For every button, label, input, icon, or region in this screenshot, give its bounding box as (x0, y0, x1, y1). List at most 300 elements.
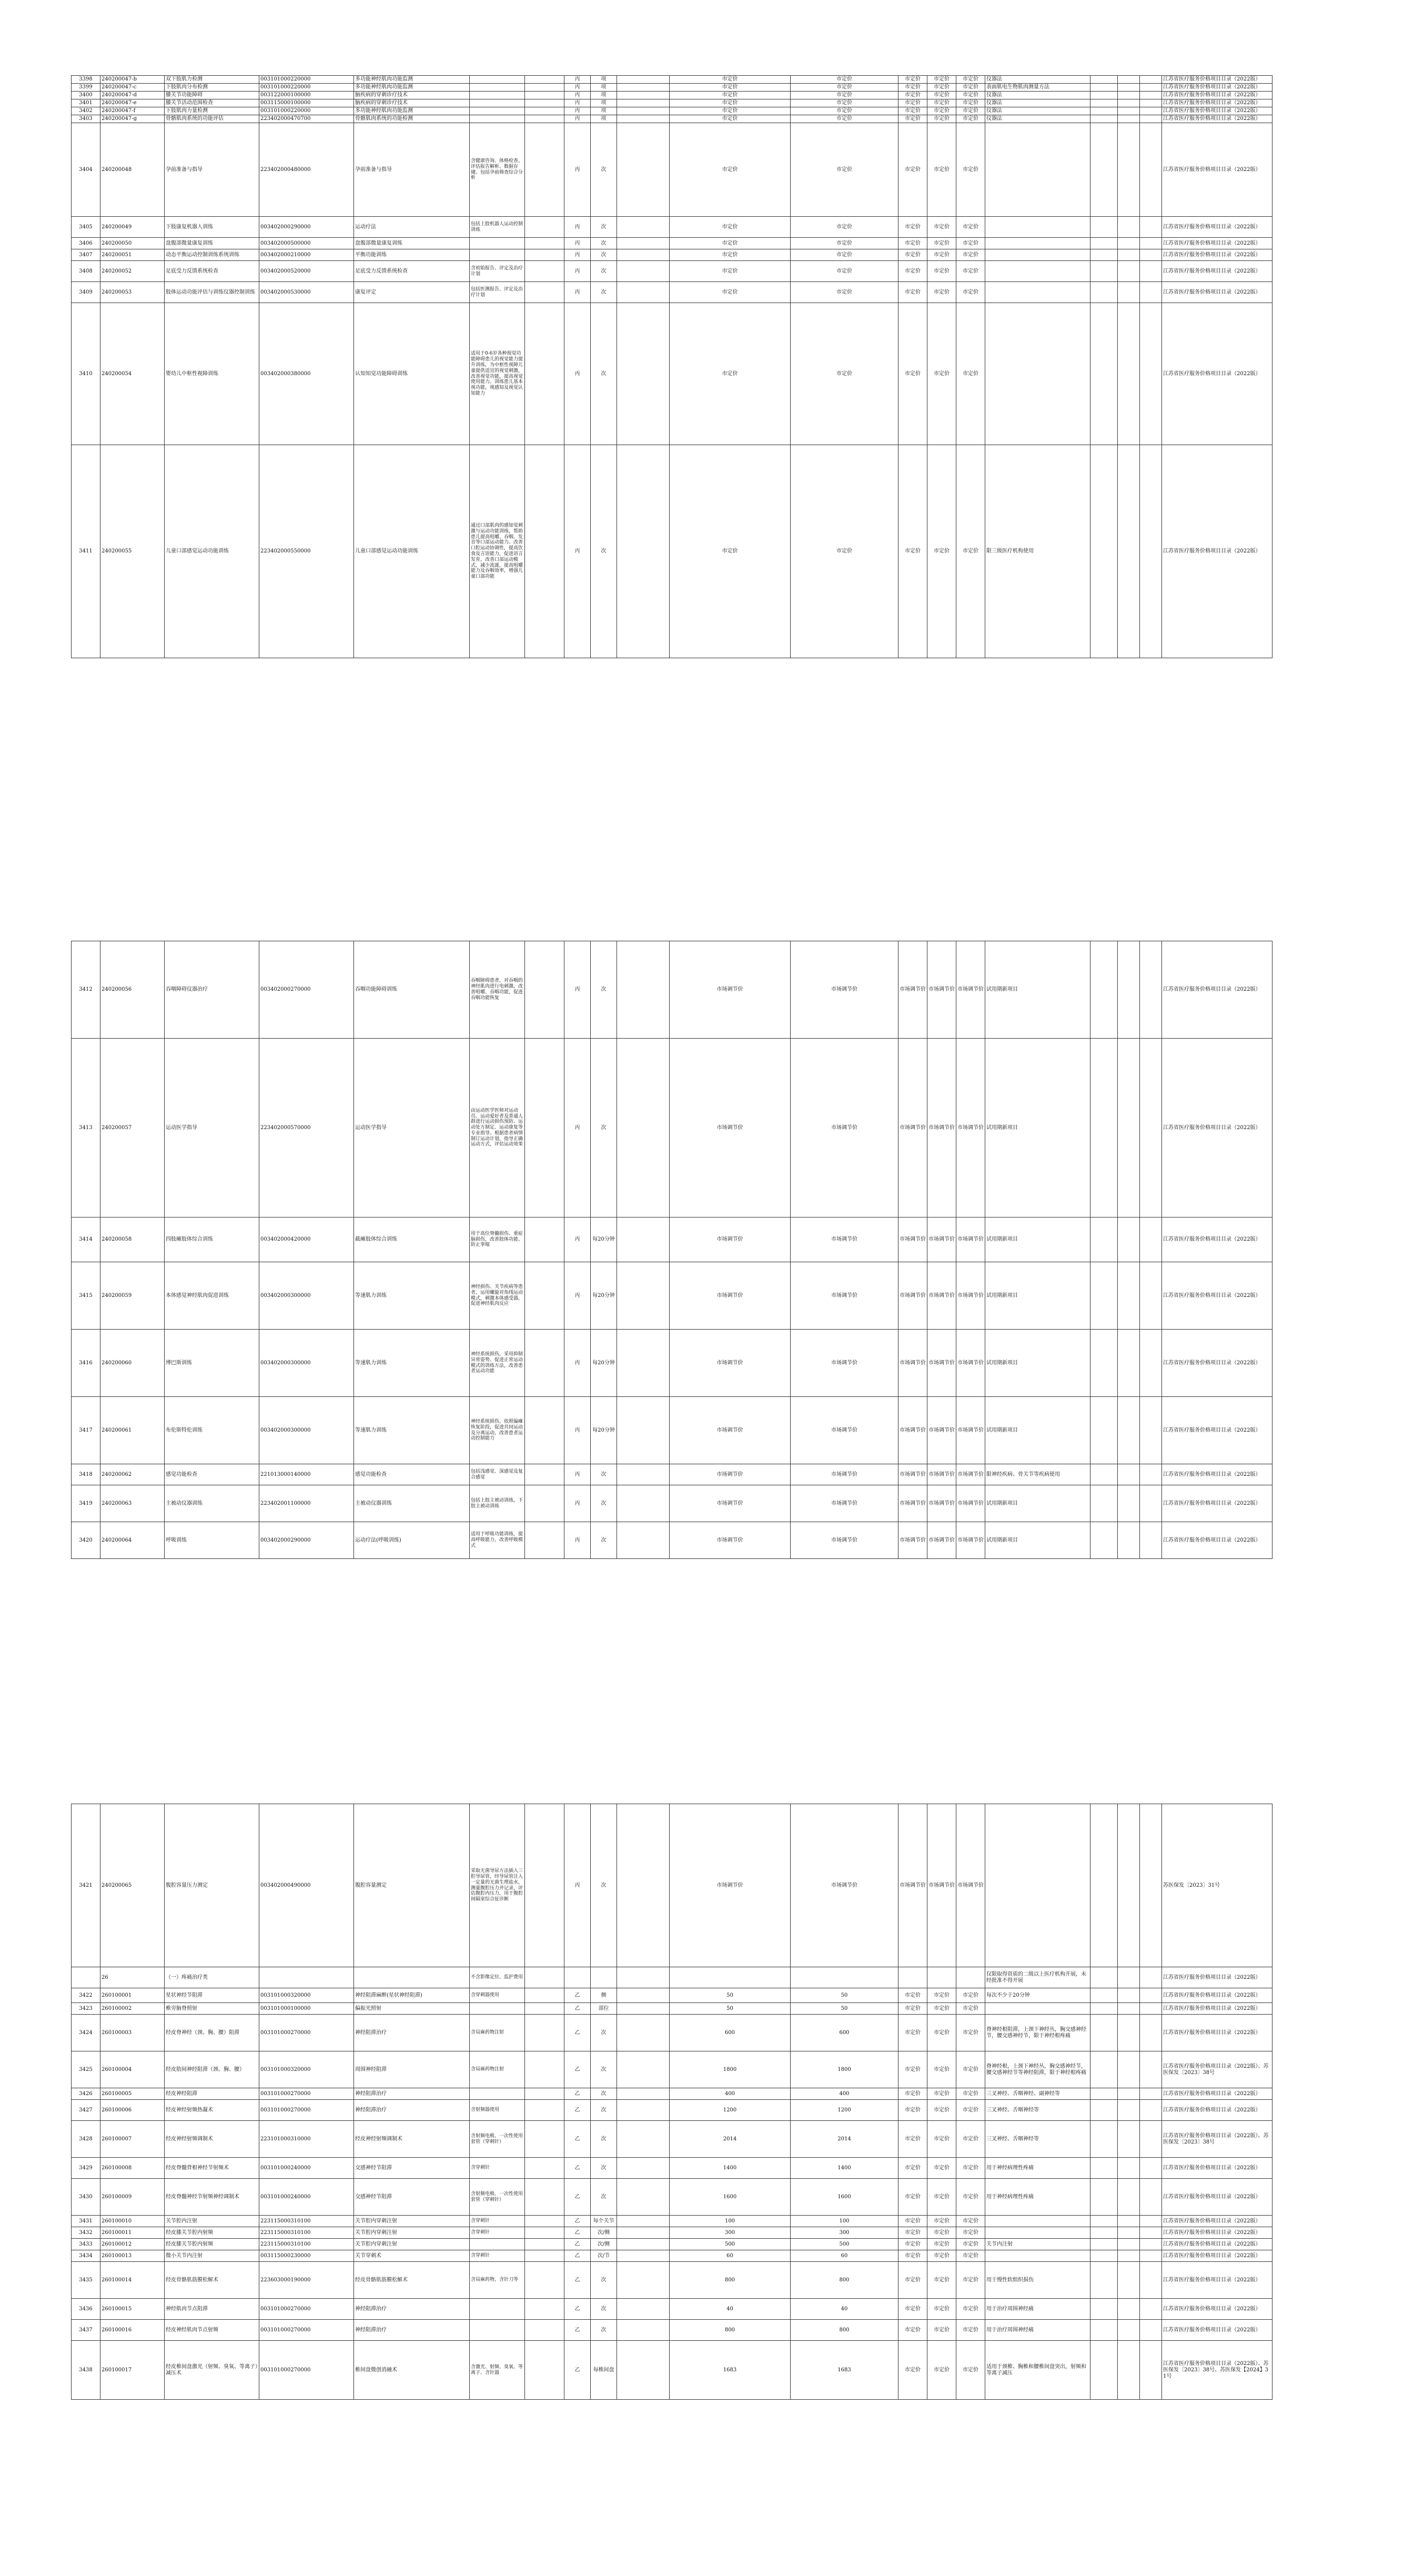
price-1-cell: 800 (670, 2262, 791, 2299)
class-cell: 乙 (564, 2121, 591, 2158)
name-cell: 椎旁脑脊照射 (165, 2003, 259, 2015)
blank-cell (1118, 445, 1140, 658)
name2-cell: 感觉功能检查 (354, 1464, 470, 1485)
source-cell: 江苏省医疗服务价格项目目录（2022版） (1162, 115, 1272, 123)
blank-cell (1118, 238, 1140, 249)
exclusion-cell (525, 1988, 564, 2003)
note-cell: 试用期新项目 (985, 941, 1090, 1039)
class-cell: 乙 (564, 1988, 591, 2003)
price-1-cell: 1600 (670, 2179, 791, 2216)
blank-cell (1118, 1330, 1140, 1397)
note-cell (985, 249, 1090, 261)
unit-cell: 次 (591, 2100, 617, 2121)
blank-cell (617, 84, 670, 92)
blank-cell (617, 1988, 670, 2003)
content-cell: 不含影像定位、监护费用 (470, 1967, 525, 1988)
note-cell: 仪器法 (985, 92, 1090, 99)
price-1-cell: 市场调节价 (670, 1330, 791, 1397)
exclusion-cell (525, 107, 564, 115)
price-2-cell: 1800 (791, 2051, 898, 2088)
table-row (72, 1330, 1272, 1397)
price-1-cell: 市场调节价 (670, 1485, 791, 1522)
unit-cell: 次 (591, 2088, 617, 2100)
exclusion-cell (525, 2100, 564, 2121)
code2-cell: 003101000320000 (259, 2051, 354, 2088)
table-row (72, 1804, 1272, 1967)
seq-cell: 3411 (72, 445, 100, 658)
price-3-cell: 市定价 (898, 2227, 927, 2239)
price-1-cell: 市定价 (670, 92, 791, 99)
content-cell: 含健康咨询、体格检查、评估报告解析、数据存储。包括孕前筛查综合分析 (470, 123, 525, 217)
name-cell: 盘腹部微量康复训练 (165, 238, 259, 249)
price-3-cell: 市定价 (898, 2341, 927, 2400)
class-cell: 乙 (564, 2179, 591, 2216)
unit-cell: 次 (591, 2015, 617, 2051)
blank-cell (1140, 2158, 1162, 2179)
price-3-cell: 市定价 (898, 2320, 927, 2341)
note-cell: 仅限取得资质的二级以上医疗机构开展，未经批准不得开展 (985, 1967, 1090, 1988)
blank-cell (1090, 217, 1118, 238)
price-2-cell: 市场调节价 (791, 1522, 898, 1559)
code-cell: 260100015 (100, 2299, 165, 2320)
exclusion-cell (525, 2051, 564, 2088)
name-cell: 肢体运动功能评估与训练仪器控制训练 (165, 282, 259, 303)
source-cell: 江苏省医疗服务价格项目目录（2022版） (1162, 1330, 1272, 1397)
code-cell: 240200062 (100, 1464, 165, 1485)
content-cell: 含局麻药物注射 (470, 2051, 525, 2088)
exclusion-cell (525, 217, 564, 238)
code2-cell: 003101000220000 (259, 107, 354, 115)
price-5-cell: 市定价 (956, 2320, 985, 2341)
seq-cell: 3424 (72, 2015, 100, 2051)
blank-cell (1090, 76, 1118, 84)
price-4-cell: 市场调节价 (927, 941, 956, 1039)
blank-cell (1140, 1522, 1162, 1559)
blank-cell (1118, 2121, 1140, 2158)
content-cell (470, 249, 525, 261)
price-2-cell: 600 (791, 2015, 898, 2051)
blank-cell (1090, 2227, 1118, 2239)
name2-cell: 神经阻滞治疗 (354, 2320, 470, 2341)
name2-cell: 关节腔内穿刺注射 (354, 2239, 470, 2250)
price-5-cell: 市定价 (956, 303, 985, 445)
class-cell: 丙 (564, 445, 591, 658)
seq-cell: 3402 (72, 107, 100, 115)
source-cell: 江苏省医疗服务价格项目目录（2022版） (1162, 2239, 1272, 2250)
blank-cell (1140, 1397, 1162, 1464)
price-5-cell: 市定价 (956, 2341, 985, 2400)
price-5-cell: 市场调节价 (956, 1397, 985, 1464)
price-2-cell: 1683 (791, 2341, 898, 2400)
price-1-cell: 市定价 (670, 123, 791, 217)
name2-cell: 脑疾病的穿刺诊疗技术 (354, 99, 470, 107)
name2-cell: 认知知觉功能障碍训练 (354, 303, 470, 445)
price-3-cell: 市定价 (898, 303, 927, 445)
blank-cell (1118, 2216, 1140, 2227)
note-cell: 试用期新项目 (985, 1330, 1090, 1397)
source-cell: 江苏省医疗服务价格项目目录（2022版）、苏医保发〔2023〕38号 (1162, 2121, 1272, 2158)
name-cell: 经皮脊髓背根神经节射频术 (165, 2158, 259, 2179)
exclusion-cell (525, 1397, 564, 1464)
price-table-block-2 (71, 941, 1272, 1559)
content-cell: 通过口部肌肉的感知觉刺激与运动功能训练，帮助患儿提高咀嚼、吞咽、发音等口部运动能力。改善口腔运动协调性，提高饮食及言语能力，促进语言发育，改善口部运动模式，减少流涎，提高咀嚼能力及吞咽效率，增强儿童口部功能 (470, 445, 525, 658)
blank-cell (617, 1262, 670, 1330)
content-cell: 包括医测报告、评定及治疗计划 (470, 282, 525, 303)
unit-cell: 次 (591, 2179, 617, 2216)
table-row (72, 1397, 1272, 1464)
price-1-cell: 市场调节价 (670, 1522, 791, 1559)
note-cell (985, 261, 1090, 282)
seq-cell: 3404 (72, 123, 100, 217)
blank-cell (1090, 1330, 1118, 1397)
code2-cell: 003402000290000 (259, 217, 354, 238)
unit-cell: 侧 (591, 1988, 617, 2003)
unit-cell: 次 (591, 1804, 617, 1967)
price-5-cell: 市定价 (956, 2158, 985, 2179)
content-cell: 包括上肢机器人运动控制训练 (470, 217, 525, 238)
blank-cell (1118, 303, 1140, 445)
code2-cell: 223101000310000 (259, 2121, 354, 2158)
content-cell: 含激光、射频、臭氧、等离子、含针器 (470, 2341, 525, 2400)
note-cell (985, 1804, 1090, 1967)
unit-cell: 项 (591, 99, 617, 107)
exclusion-cell (525, 1330, 564, 1397)
source-cell: 江苏省医疗服务价格项目目录（2022版） (1162, 2100, 1272, 2121)
blank-cell (1090, 1804, 1118, 1967)
class-cell: 丙 (564, 1330, 591, 1397)
table-row (72, 2216, 1272, 2227)
unit-cell: 次 (591, 303, 617, 445)
name2-cell: 足底受力反馈系统检查 (354, 261, 470, 282)
source-cell: 江苏省医疗服务价格项目目录（2022版） (1162, 217, 1272, 238)
price-3-cell: 市定价 (898, 2262, 927, 2299)
unit-cell: 每椎间盘 (591, 2341, 617, 2400)
name2-cell: 平衡功能训练 (354, 249, 470, 261)
code2-cell: 003402000300000 (259, 1330, 354, 1397)
seq-cell: 3426 (72, 2088, 100, 2100)
blank-cell (617, 2179, 670, 2216)
blank-cell (617, 76, 670, 84)
code2-cell: 223402001100000 (259, 1485, 354, 1522)
price-1-cell: 400 (670, 2088, 791, 2100)
blank-cell (1090, 2003, 1118, 2015)
table-row (72, 445, 1272, 658)
blank-cell (1118, 261, 1140, 282)
blank-cell (1118, 2341, 1140, 2400)
seq-cell: 3416 (72, 1330, 100, 1397)
code-cell: 260100007 (100, 2121, 165, 2158)
price-2-cell: 市定价 (791, 92, 898, 99)
price-3-cell: 市场调节价 (898, 941, 927, 1039)
note-cell: 试用期新项目 (985, 1039, 1090, 1217)
unit-cell: 次 (591, 1522, 617, 1559)
price-1-cell: 市定价 (670, 76, 791, 84)
code2-cell: 003115000100000 (259, 99, 354, 107)
code-cell: 260100008 (100, 2158, 165, 2179)
seq-cell: 3410 (72, 303, 100, 445)
name-cell: 主被动仪器训练 (165, 1485, 259, 1522)
blank-cell (617, 1967, 670, 1988)
price-2-cell: 1200 (791, 2100, 898, 2121)
content-cell: 采取无菌导尿方法插入三腔导尿管，经导尿管注入一定量的无菌生理盐水，测量腹腔压力并记录，评估腹腔内压力，用于腹腔间隔室综合征诊断 (470, 1804, 525, 1967)
blank-cell (1118, 2158, 1140, 2179)
content-cell: 神经系统损伤，依照偏瘫恢复阶段，促进共同运动及分离运动，改善患者运动控制能力 (470, 1397, 525, 1464)
price-2-cell: 100 (791, 2216, 898, 2227)
code-cell: 240200063 (100, 1485, 165, 1522)
seq-cell: 3435 (72, 2262, 100, 2299)
blank-cell (617, 2250, 670, 2262)
class-cell: 丙 (564, 1039, 591, 1217)
blank-cell (1118, 2003, 1140, 2015)
source-cell: 江苏省医疗服务价格项目目录（2022版） (1162, 2216, 1272, 2227)
table-row (72, 99, 1272, 107)
price-2-cell: 市定价 (791, 115, 898, 123)
source-cell: 江苏省医疗服务价格项目目录（2022版） (1162, 1397, 1272, 1464)
note-cell: 用于神经病理性疼痛 (985, 2158, 1090, 2179)
note-cell: 关节内注射 (985, 2239, 1090, 2250)
blank-cell (617, 92, 670, 99)
source-cell: 江苏省医疗服务价格项目目录（2022版） (1162, 941, 1272, 1039)
name-cell: 经皮神经射频调制术 (165, 2121, 259, 2158)
price-4-cell: 市定价 (927, 2003, 956, 2015)
price-5-cell: 市定价 (956, 261, 985, 282)
price-3-cell: 市定价 (898, 2015, 927, 2051)
blank-cell (1140, 1330, 1162, 1397)
note-cell: 表面肌电生物肌肉测量方法 (985, 84, 1090, 92)
price-4-cell: 市定价 (927, 2262, 956, 2299)
blank-cell (617, 2262, 670, 2299)
price-4-cell: 市定价 (927, 261, 956, 282)
price-4-cell: 市定价 (927, 238, 956, 249)
code2-cell: 003101000270000 (259, 2100, 354, 2121)
price-2-cell: 50 (791, 1988, 898, 2003)
blank-cell (1140, 1804, 1162, 1967)
blank-cell (1140, 2239, 1162, 2250)
name-cell: 神经肌肉节点阻滞 (165, 2299, 259, 2320)
price-1-cell: 市场调节价 (670, 941, 791, 1039)
content-cell: 含初始报告、评定及治疗计划 (470, 261, 525, 282)
seq-cell: 3400 (72, 92, 100, 99)
unit-cell: 次 (591, 123, 617, 217)
unit-cell: 次 (591, 2262, 617, 2299)
name2-cell: 孕前准备与指导 (354, 123, 470, 217)
exclusion-cell (525, 1967, 564, 1988)
content-cell (470, 99, 525, 107)
blank-cell (1090, 2015, 1118, 2051)
table-row (72, 2088, 1272, 2100)
blank-cell (617, 123, 670, 217)
price-5-cell: 市定价 (956, 238, 985, 249)
blank-cell (1118, 92, 1140, 99)
unit-cell: 次 (591, 2051, 617, 2088)
name2-cell: 关节腔内穿刺注射 (354, 2227, 470, 2239)
seq-cell: 3408 (72, 261, 100, 282)
price-2-cell: 市定价 (791, 261, 898, 282)
price-4-cell: 市定价 (927, 107, 956, 115)
exclusion-cell (525, 1262, 564, 1330)
price-3-cell: 市定价 (898, 123, 927, 217)
blank-cell (1118, 1464, 1140, 1485)
name-cell: 经皮脊髓神经节射频神经调制术 (165, 2179, 259, 2216)
blank-cell (1118, 217, 1140, 238)
blank-cell (617, 2227, 670, 2239)
blank-cell (1090, 941, 1118, 1039)
unit-cell: 每20分钟 (591, 1217, 617, 1262)
seq-cell: 3399 (72, 84, 100, 92)
price-5-cell: 市定价 (956, 2003, 985, 2015)
price-5-cell: 市场调节价 (956, 1804, 985, 1967)
code-cell: 240200058 (100, 1217, 165, 1262)
source-cell: 江苏省医疗服务价格项目目录（2022版） (1162, 123, 1272, 217)
table-row (72, 2179, 1272, 2216)
blank-cell (1118, 1988, 1140, 2003)
blank-cell (1140, 941, 1162, 1039)
name-cell: 足底受力反馈系统检查 (165, 261, 259, 282)
price-5-cell: 市定价 (956, 2299, 985, 2320)
content-cell: 由运动医学医师对运动员、运动爱好者及普通人群进行运动损伤预防、运动处方制定、运动康复等专业指导。根据患者病情制订运动计划，指导正确运动方式，评估运动效果 (470, 1039, 525, 1217)
blank-cell (1118, 84, 1140, 92)
name2-cell: 多功能神经肌肉功能监测 (354, 107, 470, 115)
seq-cell: 3423 (72, 2003, 100, 2015)
exclusion-cell (525, 2341, 564, 2400)
table-body-3 (72, 1804, 1272, 2400)
code2-cell: 003402000300000 (259, 1262, 354, 1330)
note-cell: 用于治疗周围神经痛 (985, 2320, 1090, 2341)
seq-cell: 3405 (72, 217, 100, 238)
blank-cell (617, 1464, 670, 1485)
price-1-cell: 50 (670, 2003, 791, 2015)
price-5-cell: 市定价 (956, 2015, 985, 2051)
exclusion-cell (525, 84, 564, 92)
class-cell: 乙 (564, 2100, 591, 2121)
blank-cell (1118, 2262, 1140, 2299)
price-5-cell: 市场调节价 (956, 1485, 985, 1522)
class-cell: 丙 (564, 1522, 591, 1559)
blank-cell (1118, 2250, 1140, 2262)
blank-cell (1090, 2250, 1118, 2262)
table-row (72, 92, 1272, 99)
code-cell: 240200064 (100, 1522, 165, 1559)
exclusion-cell (525, 238, 564, 249)
price-1-cell: 市场调节价 (670, 1464, 791, 1485)
price-2-cell: 市定价 (791, 107, 898, 115)
blank-cell (1140, 2100, 1162, 2121)
code2-cell: 003101000240000 (259, 2179, 354, 2216)
blank-cell (617, 2088, 670, 2100)
price-5-cell: 市场调节价 (956, 941, 985, 1039)
name2-cell: 神经阻滞治疗 (354, 2299, 470, 2320)
class-cell: 丙 (564, 303, 591, 445)
blank-cell (1090, 123, 1118, 217)
name-cell: 婴幼儿中枢性视障训练 (165, 303, 259, 445)
blank-cell (1090, 1464, 1118, 1485)
blank-cell (1140, 2341, 1162, 2400)
note-cell: 适用于颈椎、胸椎和腰椎间盘突出，射频和等离子减压 (985, 2341, 1090, 2400)
source-cell: 江苏省医疗服务价格项目目录（2022版） (1162, 2158, 1272, 2179)
table-row (72, 238, 1272, 249)
price-5-cell: 市定价 (956, 2239, 985, 2250)
blank-cell (1118, 1485, 1140, 1522)
price-4-cell: 市场调节价 (927, 1262, 956, 1330)
name-cell: 下肢康复机器人训练 (165, 217, 259, 238)
source-cell: 江苏省医疗服务价格项目目录（2022版） (1162, 445, 1272, 658)
exclusion-cell (525, 1464, 564, 1485)
blank-cell (1140, 107, 1162, 115)
blank-cell (1090, 445, 1118, 658)
content-cell: 含局麻药物，含针刀等 (470, 2262, 525, 2299)
exclusion-cell (525, 123, 564, 217)
table-row (72, 2003, 1272, 2015)
name2-cell: 运动疗法 (354, 217, 470, 238)
price-5-cell: 市定价 (956, 123, 985, 217)
blank-cell (1118, 123, 1140, 217)
price-4-cell: 市定价 (927, 115, 956, 123)
price-2-cell: 市定价 (791, 238, 898, 249)
class-cell: 乙 (564, 2262, 591, 2299)
price-3-cell: 市场调节价 (898, 1485, 927, 1522)
class-cell: 丙 (564, 107, 591, 115)
price-table-block-3 (71, 1804, 1272, 2400)
seq-cell: 3438 (72, 2341, 100, 2400)
code-cell: 260100013 (100, 2250, 165, 2262)
blank-cell (1090, 2121, 1118, 2158)
seq-cell: 3419 (72, 1485, 100, 1522)
class-cell: 乙 (564, 2158, 591, 2179)
blank-cell (1140, 99, 1162, 107)
price-2-cell: 市场调节价 (791, 1464, 898, 1485)
blank-cell (617, 107, 670, 115)
source-cell: 江苏省医疗服务价格项目目录（2022版）、苏医保发〔2023〕38号、苏医保发【2024】31号 (1162, 2341, 1272, 2400)
blank-cell (1090, 2341, 1118, 2400)
name2-cell: 神经阻滞治疗 (354, 2088, 470, 2100)
price-2-cell: 市定价 (791, 249, 898, 261)
content-cell: 吞咽障碍患者，对吞咽的神经肌肉进行电刺激，改善咀嚼、吞咽功能，促进吞咽功能恢复 (470, 941, 525, 1039)
seq-cell: 3414 (72, 1217, 100, 1262)
code-cell: 260100011 (100, 2227, 165, 2239)
note-cell: 仪器法 (985, 107, 1090, 115)
price-1-cell (670, 1967, 791, 1988)
price-4-cell: 市定价 (927, 217, 956, 238)
price-2-cell: 市场调节价 (791, 1485, 898, 1522)
class-cell: 乙 (564, 2088, 591, 2100)
price-1-cell: 市场调节价 (670, 1397, 791, 1464)
blank-cell (1118, 1217, 1140, 1262)
price-4-cell: 市场调节价 (927, 1804, 956, 1967)
source-cell: 江苏省医疗服务价格项目目录（2022版） (1162, 1217, 1272, 1262)
price-1-cell: 市场调节价 (670, 1262, 791, 1330)
code-cell: 240200047-f (100, 107, 165, 115)
table-row (72, 2250, 1272, 2262)
code-cell: 260100002 (100, 2003, 165, 2015)
price-2-cell: 市场调节价 (791, 1262, 898, 1330)
unit-cell: 次 (591, 261, 617, 282)
price-3-cell (898, 1967, 927, 1988)
name2-cell: 吞咽功能障碍训练 (354, 941, 470, 1039)
content-cell: 含射频电极、一次性使用套管（穿刺针） (470, 2179, 525, 2216)
price-3-cell: 市场调节价 (898, 1397, 927, 1464)
price-1-cell: 500 (670, 2239, 791, 2250)
name2-cell (354, 1967, 470, 1988)
content-cell (470, 76, 525, 84)
blank-cell (1090, 1217, 1118, 1262)
price-3-cell: 市定价 (898, 238, 927, 249)
content-cell: 适用于0-6岁各种视觉功能障碍患儿的视觉能力提升训练，为中枢性视障儿童提供适宜的视觉刺激，改善视觉功能，提高视觉使用能力。训练患儿基本视功能，视感知及视觉认知能力 (470, 303, 525, 445)
price-3-cell: 市定价 (898, 2239, 927, 2250)
unit-cell: 次/侧 (591, 2239, 617, 2250)
code2-cell: 003402000380000 (259, 303, 354, 445)
content-cell: 适用于呼吸功能训练，提高呼吸能力，改善呼吸模式 (470, 1522, 525, 1559)
seq-cell (72, 1967, 100, 1988)
